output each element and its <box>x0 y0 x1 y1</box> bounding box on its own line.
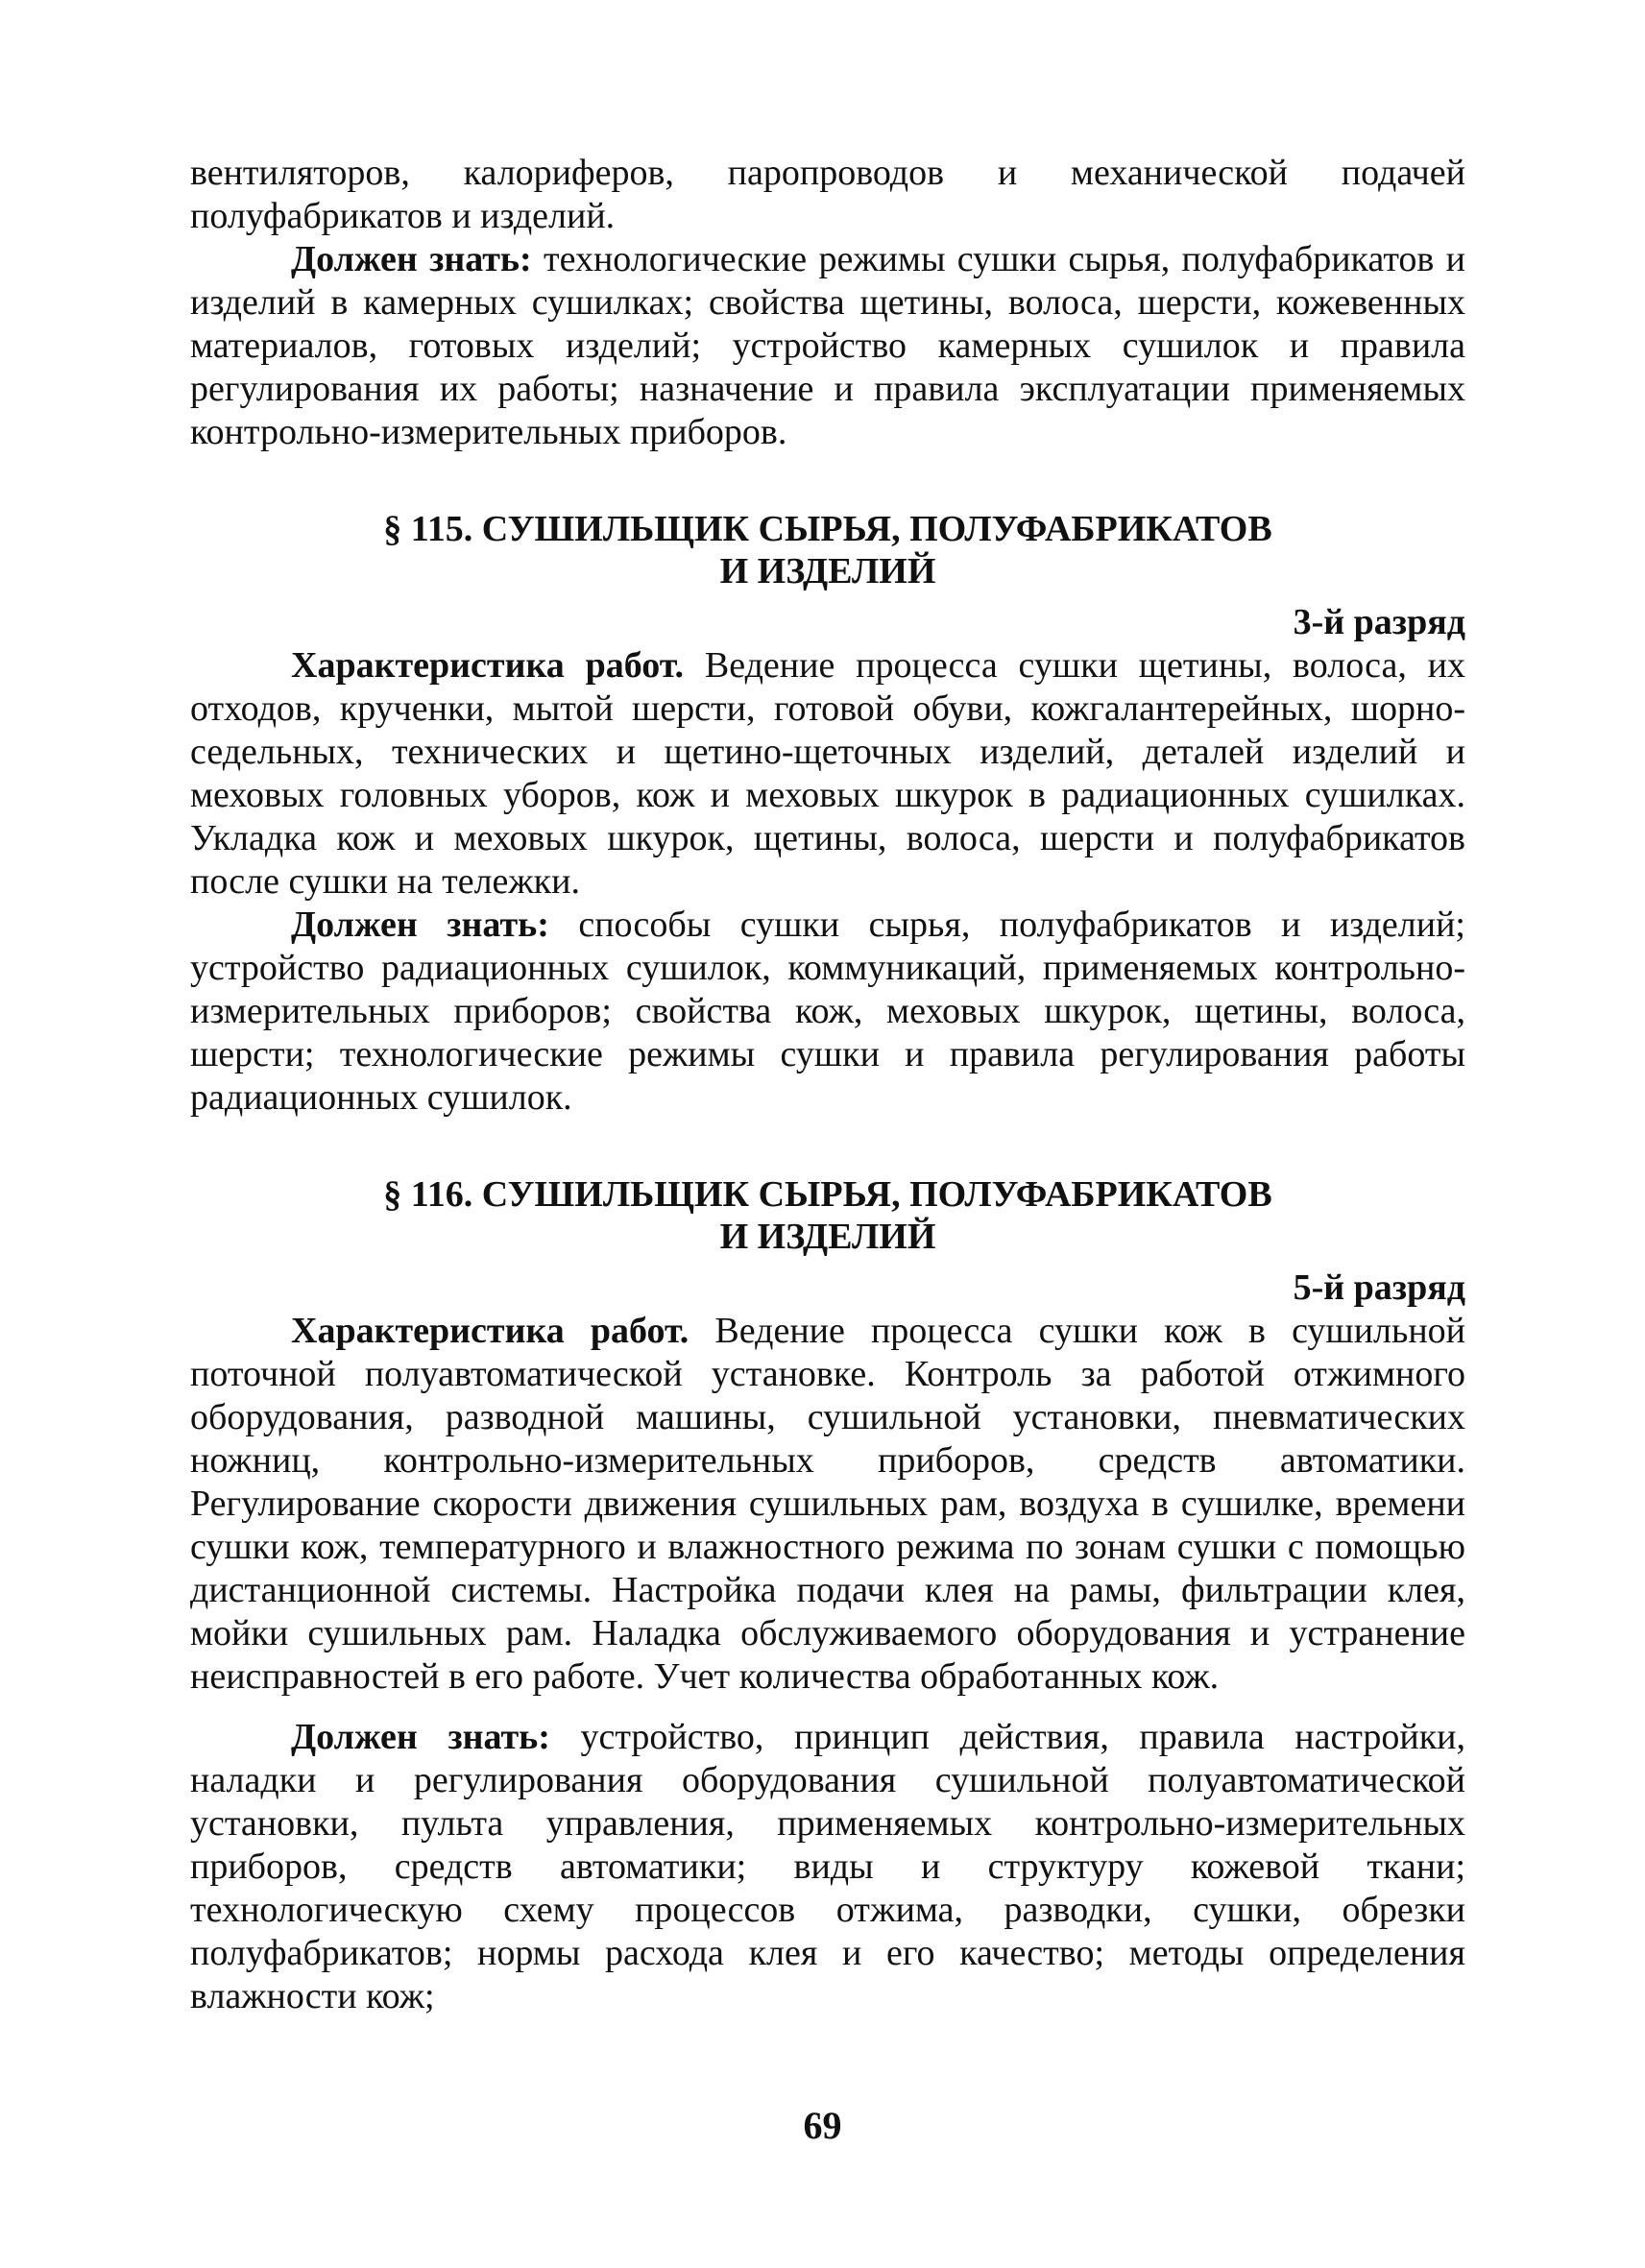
must-know-label: Должен знать: <box>291 239 532 279</box>
characteristic-text: Ведение процесса сушки щетины, волоса, их отходов, крученки, мытой шерсти, готовой обуви, кожгалантерейных, шорно-седельных, технических и щетино-щеточных изделий, деталей изделий и меховых головных уборов, кож и меховых шкурок в радиационных сушилках. Укладка кож и меховых шкурок, щетины, волоса, шерсти и полуфабрикатов после сушки на тележки. <box>190 645 1465 902</box>
page-content <box>190 152 1465 2018</box>
page-number: 69 <box>803 2104 842 2147</box>
section-title-line-2: И ИЗДЕЛИЙ <box>719 1217 936 1257</box>
must-know-text: способы сушки сырья, полуфабрикатов и изделий; устройство радиационных сушилок, коммуникаций, применяемых контрольно- измерительных приборов; свойства кож, меховых шкурок, щетины, волоса, шерсти; технологические режимы сушки и правила регулирования работы радиационных сушилок. <box>190 905 1465 1118</box>
must-know-text: технологические режимы сушки сырья, полуфабрикатов и изделий в камерных сушилках; свойства щетины, волоса, шерсти, кожевенных материалов, готовых изделий; устройство камерных сушилок и правила регулирования их работы; назначение и правила эксплуатации применяемых контрольно-измерительных приборов. <box>190 239 1466 452</box>
must-know-label: Должен знать: <box>291 1717 550 1757</box>
must-know-text: устройство, принцип действия, правила настройки, наладки и регулирования оборудования сушильной полуавтоматической установки, пульта управления, применяемых контрольно-измерительных приборов, средств автоматики; виды и структуру кожевой ткани; технологическую схему процессов отжима, разводки, сушки, обрезки полуфабрикатов; нормы расхода клея и его качество; методы определения влажности кож; <box>190 1717 1466 2016</box>
section-title-line-2: И ИЗДЕЛИЙ <box>719 551 936 591</box>
section-115-title <box>190 508 1465 592</box>
section-116-must-know <box>190 1716 1465 2018</box>
section-title-line-1: § 116. СУШИЛЬЩИК СЫРЬЯ, ПОЛУФАБРИКАТОВ <box>383 1174 1272 1215</box>
characteristic-label: Характеристика работ. <box>291 1311 689 1351</box>
section-115-characteristic <box>190 644 1465 904</box>
characteristic-label: Характеристика работ. <box>291 645 685 686</box>
section-116-rank: 5-й разряд <box>1293 1267 1465 1308</box>
must-know-label: Должен знать: <box>291 905 549 945</box>
intro-continuation: вентиляторов, калориферов, паропроводов и механической подачей полуфабрикатов и изделий. <box>190 153 1465 236</box>
section-115-rank: 3-й разряд <box>1293 602 1465 642</box>
section-116-characteristic <box>190 1310 1465 1699</box>
section-115-must-know <box>190 904 1465 1120</box>
characteristic-text: Ведение процесса сушки кож в сушильной поточной полуавтоматической установке. Контроль за работой отжимного оборудования, разводной машины, сушильной установки, пневматических ножниц, контрольно-измерительных приборов, средств автоматики. Регулирование скорости движения сушильных рам, воздуха в сушилке, времени сушки кож, температурного и влажностного режима по зонам сушки с помощью дистанционной системы. Настройка подачи клея на рамы, фильтрации клея, мойки сушильных рам. Наладка обслуживаемого оборудования и устранение неисправностей в его работе. Учет количества обработанных кож. <box>190 1311 1465 1697</box>
intro-must-know-paragraph <box>190 238 1465 454</box>
section-title-line-1: § 115. СУШИЛЬЩИК СЫРЬЯ, ПОЛУФАБРИКАТОВ <box>383 509 1272 549</box>
section-116-title <box>190 1173 1465 1258</box>
